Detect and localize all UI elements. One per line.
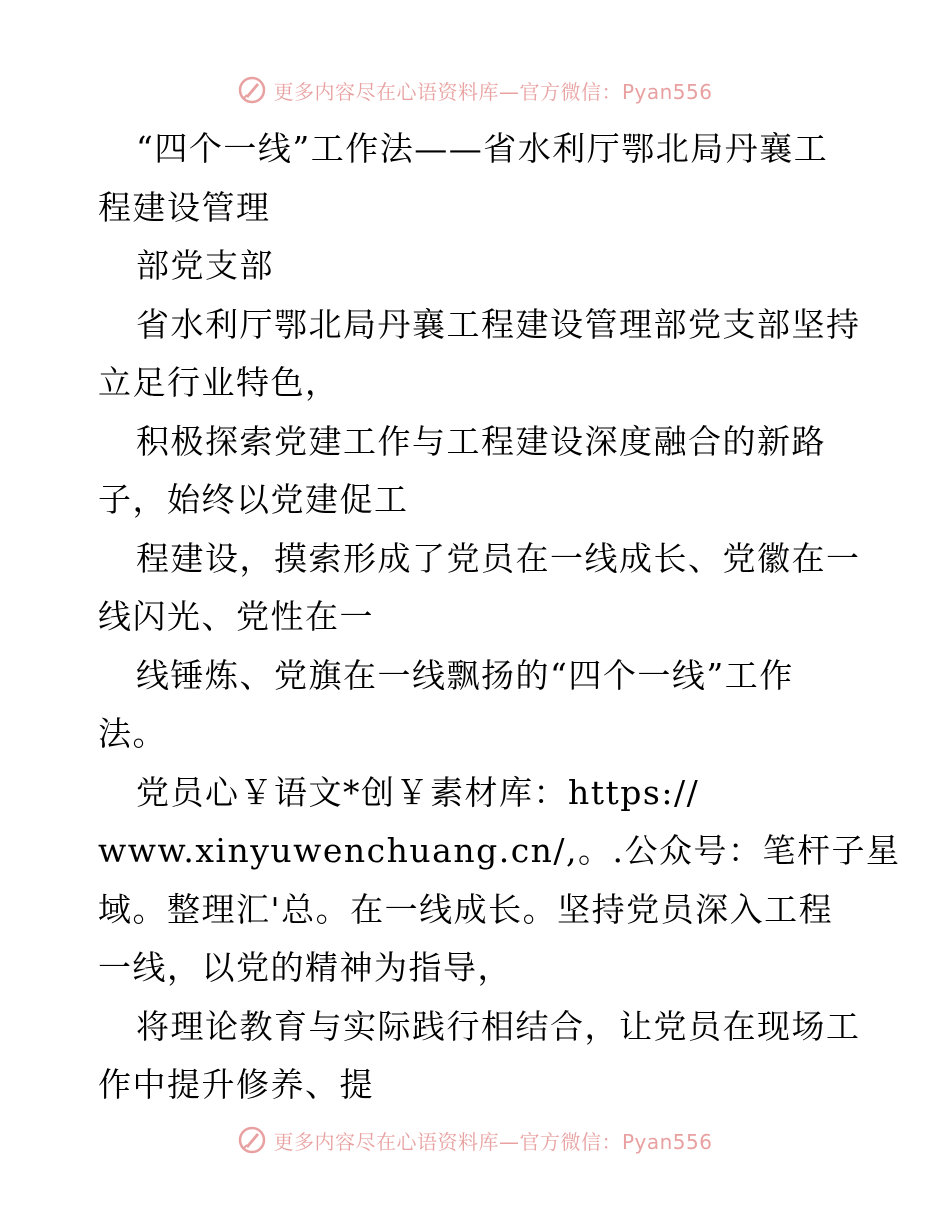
quill-logo-icon [237,75,267,105]
text-line: 程建设，摸索形成了党员在一线成长、党徽在一 [136,538,861,578]
text-line: 将理论教育与实际践行相结合，让党员在现场工 [136,1006,861,1046]
text-line: 党员心￥语文*创￥素材库：https:// [136,772,700,812]
text-line: 线闪光、党性在一 [98,597,374,636]
text-line: “四个一线”工作法——省水利厅鄂北局丹襄工 [136,129,829,168]
text-line: 立足行业特色， [98,363,340,402]
text-line: 程建设管理 [98,187,271,227]
text-line: 部党支部 [136,246,274,285]
text-line: 作中提升修养、提 [98,1065,374,1104]
text-line: 一线，以党的精神为指导， [98,948,512,987]
watermark-text: 更多内容尽在心语资料库—官方微信：Pyan556 [273,79,713,104]
watermark-text: 更多内容尽在心语资料库—官方微信：Pyan556 [273,1129,713,1154]
text-line: www.xinyuwenchuang.cn/,。.公众号：笔杆子星 [98,831,901,870]
text-line: 线锤炼、党旗在一线飘扬的“四个一线”工作 [136,655,794,695]
header-watermark [0,70,950,110]
footer-watermark [0,1120,950,1160]
quill-logo-icon [237,1125,267,1155]
text-line: 省水利厅鄂北局丹襄工程建设管理部党支部坚持 [136,304,861,344]
text-line: 域。整理汇'总。在一线成长。坚持党员深入工程 [98,889,834,929]
text-line: 法。 [98,714,167,753]
document-body [98,120,901,1115]
text-line: 子，始终以党建促工 [98,480,409,519]
text-line: 积极探索党建工作与工程建设深度融合的新路 [136,421,826,461]
